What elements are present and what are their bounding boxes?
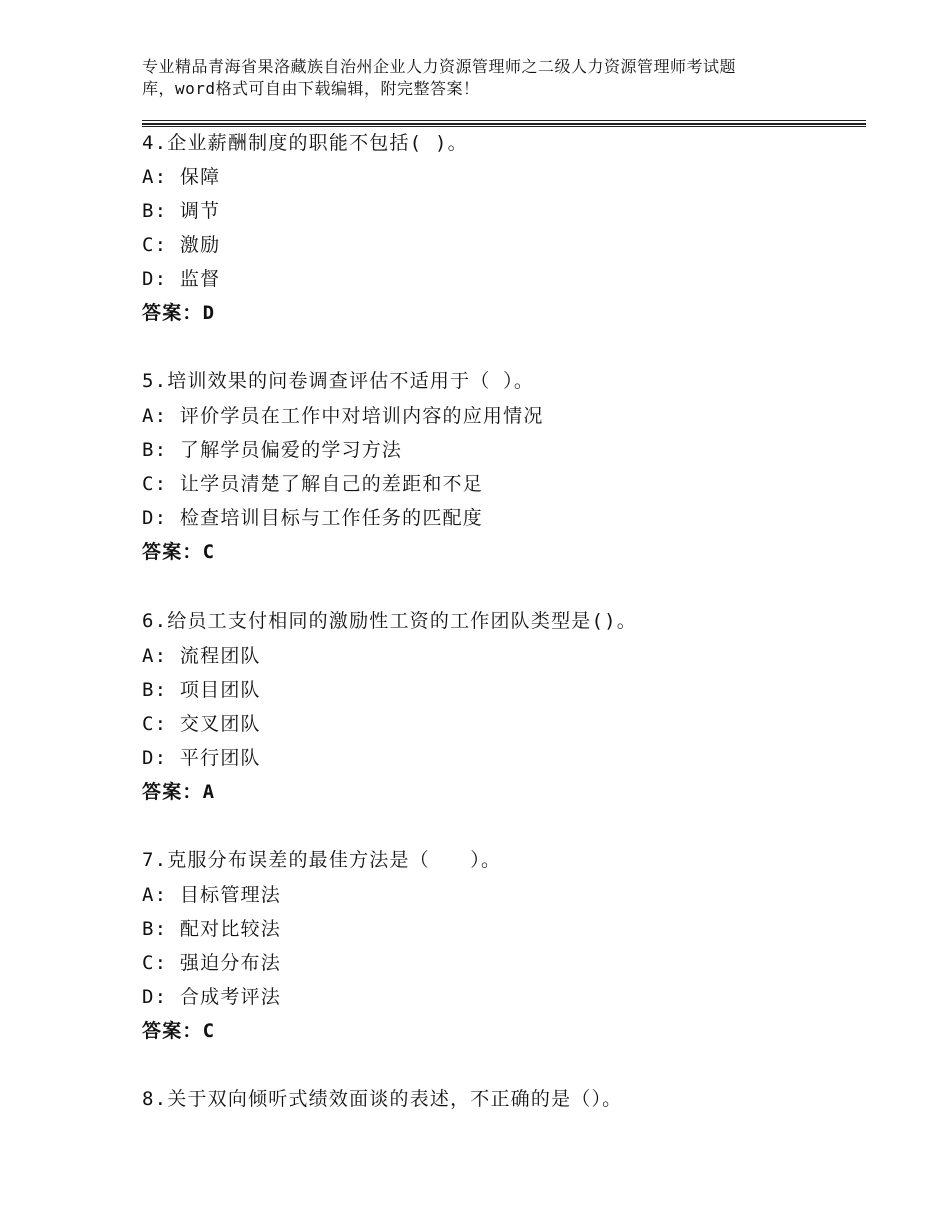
header-rule [142, 123, 866, 125]
question-5-option-d: D: 检查培训目标与工作任务的匹配度 [142, 507, 483, 529]
question-7-answer: 答案：C [142, 1020, 216, 1042]
question-6-option-d: D: 平行团队 [142, 747, 261, 769]
document-header [142, 56, 832, 100]
question-4-option-d: D: 监督 [142, 268, 221, 290]
question-5-answer: 答案：C [142, 541, 216, 563]
question-5-option-a: A: 评价学员在工作中对培训内容的应用情况 [142, 405, 544, 427]
header-rule [142, 126, 866, 127]
question-7-option-a: A: 目标管理法 [142, 884, 281, 906]
question-6-option-a: A: 流程团队 [142, 645, 261, 667]
question-7-option-c: C: 强迫分布法 [142, 952, 281, 974]
question-7-stem: 7.克服分布误差的最佳方法是（ ）。 [142, 849, 502, 871]
question-5-option-b: B: 了解学员偏爱的学习方法 [142, 439, 403, 461]
header-line-2: 库，word格式可自由下载编辑，附完整答案！ [142, 79, 480, 98]
question-6-answer: 答案：A [142, 781, 216, 803]
question-4-answer: 答案：D [142, 302, 216, 324]
question-8-stem: 8.关于双向倾听式绩效面谈的表述，不正确的是（）。 [142, 1088, 623, 1110]
header-line-1: 专业精品青海省果洛藏族自治州企业人力资源管理师之二级人力资源管理师考试题 [142, 57, 737, 76]
question-4-option-a: A: 保障 [142, 166, 221, 188]
question-6-option-c: C: 交叉团队 [142, 713, 261, 735]
question-7-option-b: B: 配对比较法 [142, 918, 281, 940]
question-4-option-b: B: 调节 [142, 200, 221, 222]
question-7-option-d: D: 合成考评法 [142, 986, 281, 1008]
question-4-stem: 4.企业薪酬制度的职能不包括( )。 [142, 132, 468, 154]
question-4-option-c: C: 激励 [142, 234, 221, 256]
question-6-option-b: B: 项目团队 [142, 679, 261, 701]
header-rule [142, 120, 866, 121]
question-6-stem: 6.给员工支付相同的激励性工资的工作团队类型是()。 [142, 610, 637, 632]
question-5-option-c: C: 让学员清楚了解自己的差距和不足 [142, 473, 483, 495]
question-5-stem: 5.培训效果的问卷调查评估不适用于（ ）。 [142, 370, 535, 392]
